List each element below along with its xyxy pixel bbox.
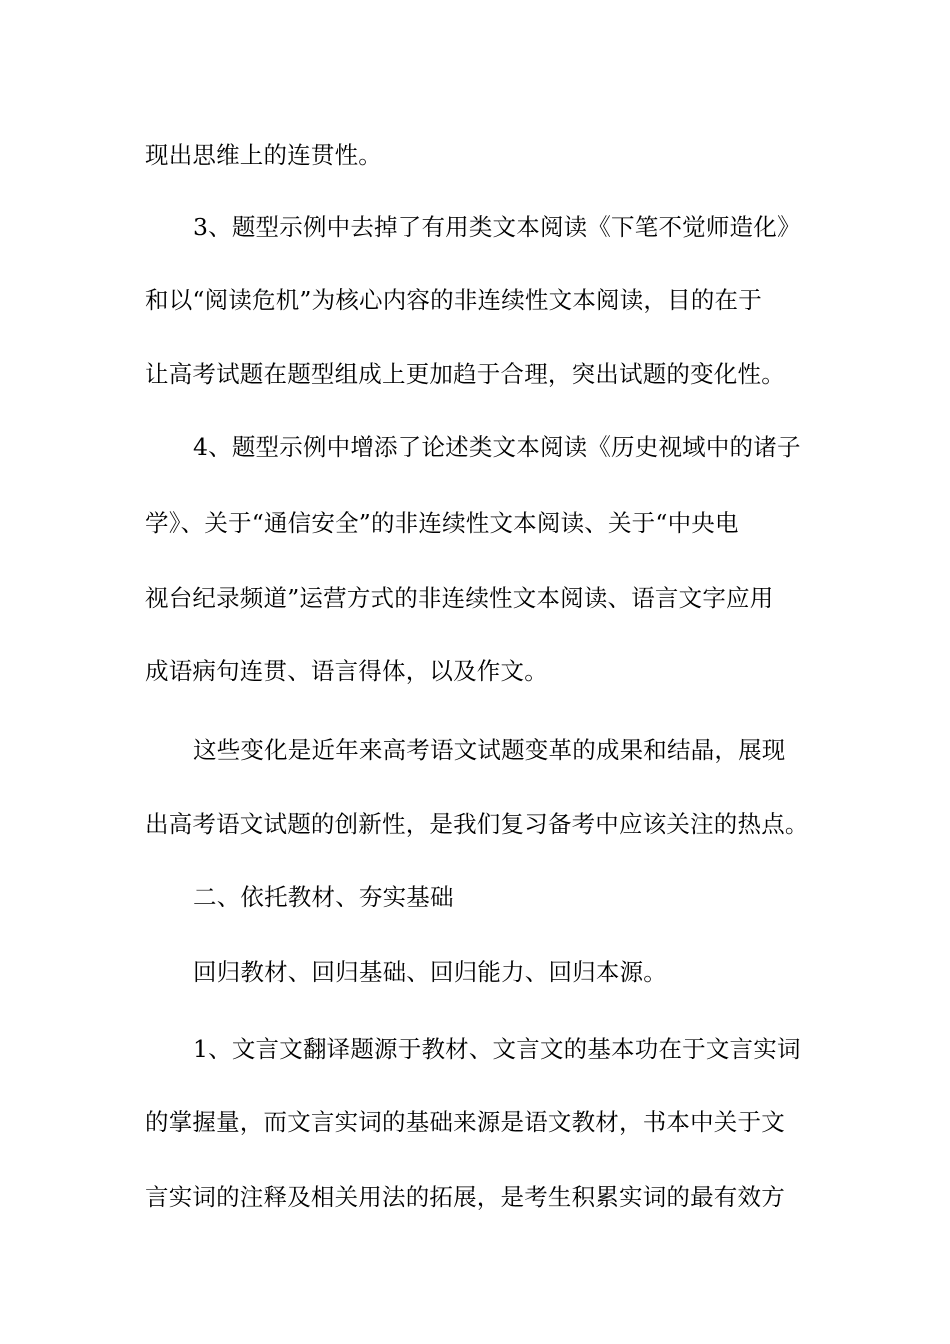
text-line: 4、题型示例中增添了论述类文本阅读《历史视域中的诸子 [193,433,801,461]
text-line: 学》、关于“通信安全”的非连续性文本阅读、关于“中央电 [145,509,739,537]
text-line: 的掌握量，而文言实词的基础来源是语文教材，书本中关于文 [145,1108,785,1136]
text-line: 成语病句连贯、语言得体，以及作文。 [145,657,548,685]
text-line: 出高考语文试题的创新性，是我们复习备考中应该关注的热点。 [145,810,809,838]
text-line: 1、文言文翻译题源于教材、文言文的基本功在于文言实词 [193,1035,801,1063]
text-line: 让高考试题在题型组成上更加趋于合理，突出试题的变化性。 [145,360,785,388]
text-line: 现出思维上的连贯性。 [145,141,382,169]
text-line: 3、题型示例中去掉了有用类文本阅读《下笔不觉师造化》 [193,213,801,241]
text-line: 这些变化是近年来高考语文试题变革的成果和结晶，展现 [193,736,786,764]
text-line: 和以“阅读危机”为核心内容的非连续性文本阅读，目的在于 [145,286,762,314]
text-line: 回归教材、回归基础、回归能力、回归本源。 [193,958,667,986]
text-line: 视台纪录频道”运营方式的非连续性文本阅读、语言文字应用 [145,584,774,612]
text-line: 言实词的注释及相关用法的拓展，是考生积累实词的最有效方 [145,1183,785,1211]
section-heading: 二、依托教材、夯实基础 [193,883,454,911]
